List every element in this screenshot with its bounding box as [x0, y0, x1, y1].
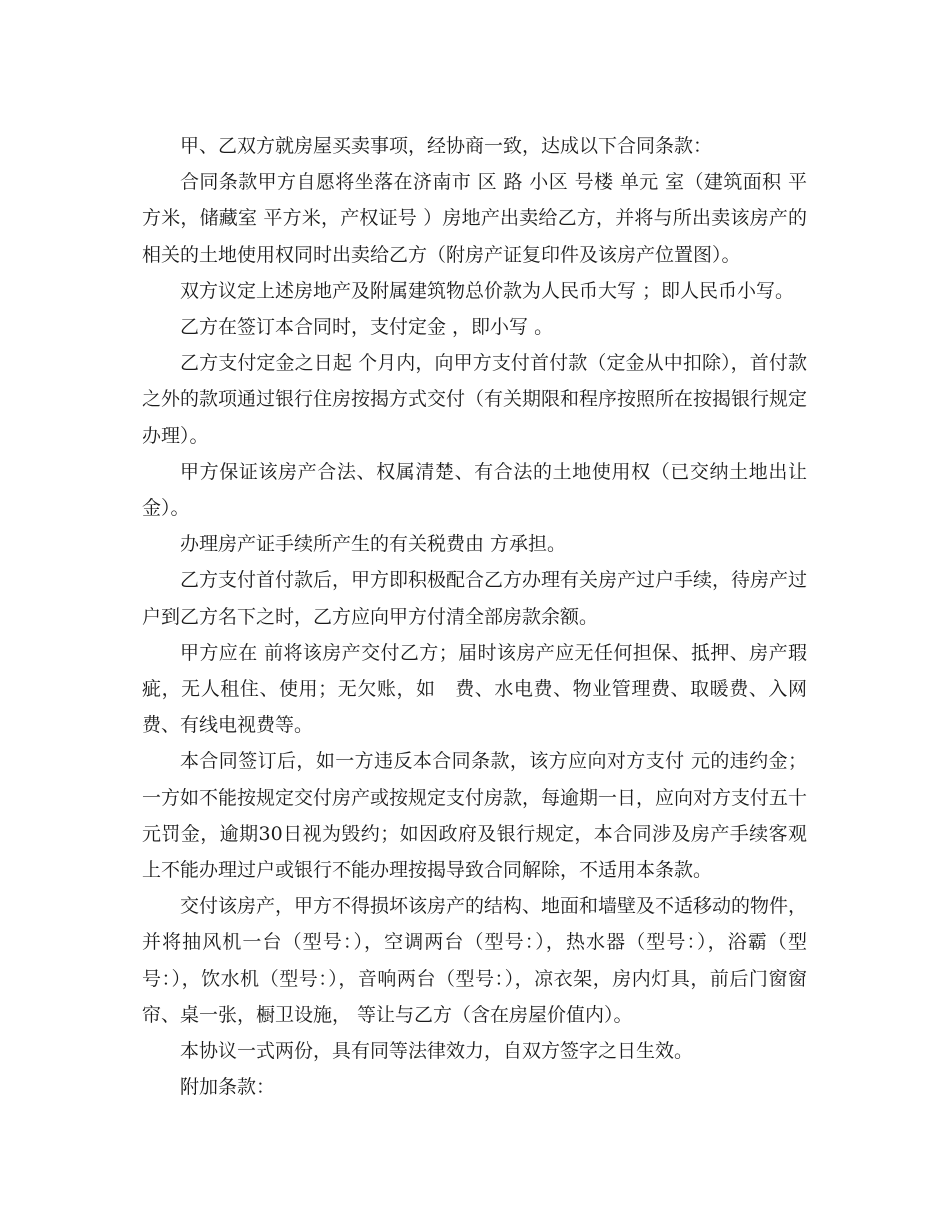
paragraph-fixtures: 交付该房产，甲方不得损坏该房产的结构、地面和墙壁及不适移动的物件，并将抽风机一台（型号：），空调两台（型号：），热水器（型号：），浴霸（型号：），饮水机（型号：），音响两台（型号：），凉衣架，房内灯具，前后门窗窗帘、桌一张，橱卫设施， 等让与乙方（含在房屋价值内）。 [142, 895, 808, 1026]
paragraph-property-sale: 合同条款甲方自愿将坐落在济南市 区 路 小区 号楼 单元 室（建筑面积 平方米，储藏室 平方米，产权证号 ）房地产出卖给乙方，并将与所出卖该房产的相关的土地使用权同时出卖给乙方（附房产证复印件及该房产位置图）。 [142, 171, 807, 266]
paragraph-additional-terms: 附加条款： [180, 1076, 276, 1099]
paragraph-down-payment: 乙方支付定金之日起 个月内，向甲方支付首付款（定金从中扣除），首付款之外的款项通过银行住房按揭方式交付（有关期限和程序按照所在按揭银行规定办理）。 [142, 352, 808, 447]
paragraph-effectiveness: 本协议一式两份，具有同等法律效力，自双方签字之日生效。 [180, 1040, 694, 1063]
paragraph-legal-guarantee: 甲方保证该房产合法、权属清楚、有合法的土地使用权（已交纳土地出让金）。 [142, 460, 807, 520]
paragraph-taxes: 办理房产证手续所产生的有关税费由 方承担。 [180, 533, 567, 556]
paragraph-handover: 甲方应在 前将该房产交付乙方；届时该房产应无任何担保、抵押、房产瑕疵，无人租住、使用；无欠账，如 费、水电费、物业管理费、取暖费、入网费、有线电视费等。 [142, 641, 807, 737]
paragraph-transfer: 乙方支付首付款后，甲方即积极配合乙方办理有关房产过户手续，待房产过户到乙方名下之时，乙方应向甲方付清全部房款余额。 [142, 569, 808, 628]
document-body [142, 128, 807, 1105]
paragraph-breach: 本合同签订后，如一方违反本合同条款，该方应向对方支付 元的违约金；一方如不能按规定交付房产或按规定支付房款，每逾期一日，应向对方支付五十元罚金，逾期30日视为毁约；如因政府及银行规定，本合同涉及房产手续客观上不能办理过户或银行不能办理按揭导致合同解除，不适用本条款。 [142, 750, 808, 882]
paragraph-deposit: 乙方在签订本合同时，支付定金 ，即小写 。 [180, 316, 554, 339]
paragraph-intro: 甲、乙双方就房屋买卖事项，经协商一致，达成以下合同条款： [180, 135, 713, 157]
paragraph-total-price: 双方议定上述房地产及附属建筑物总价款为人民币大写 ；即人民币小写。 [180, 279, 795, 302]
